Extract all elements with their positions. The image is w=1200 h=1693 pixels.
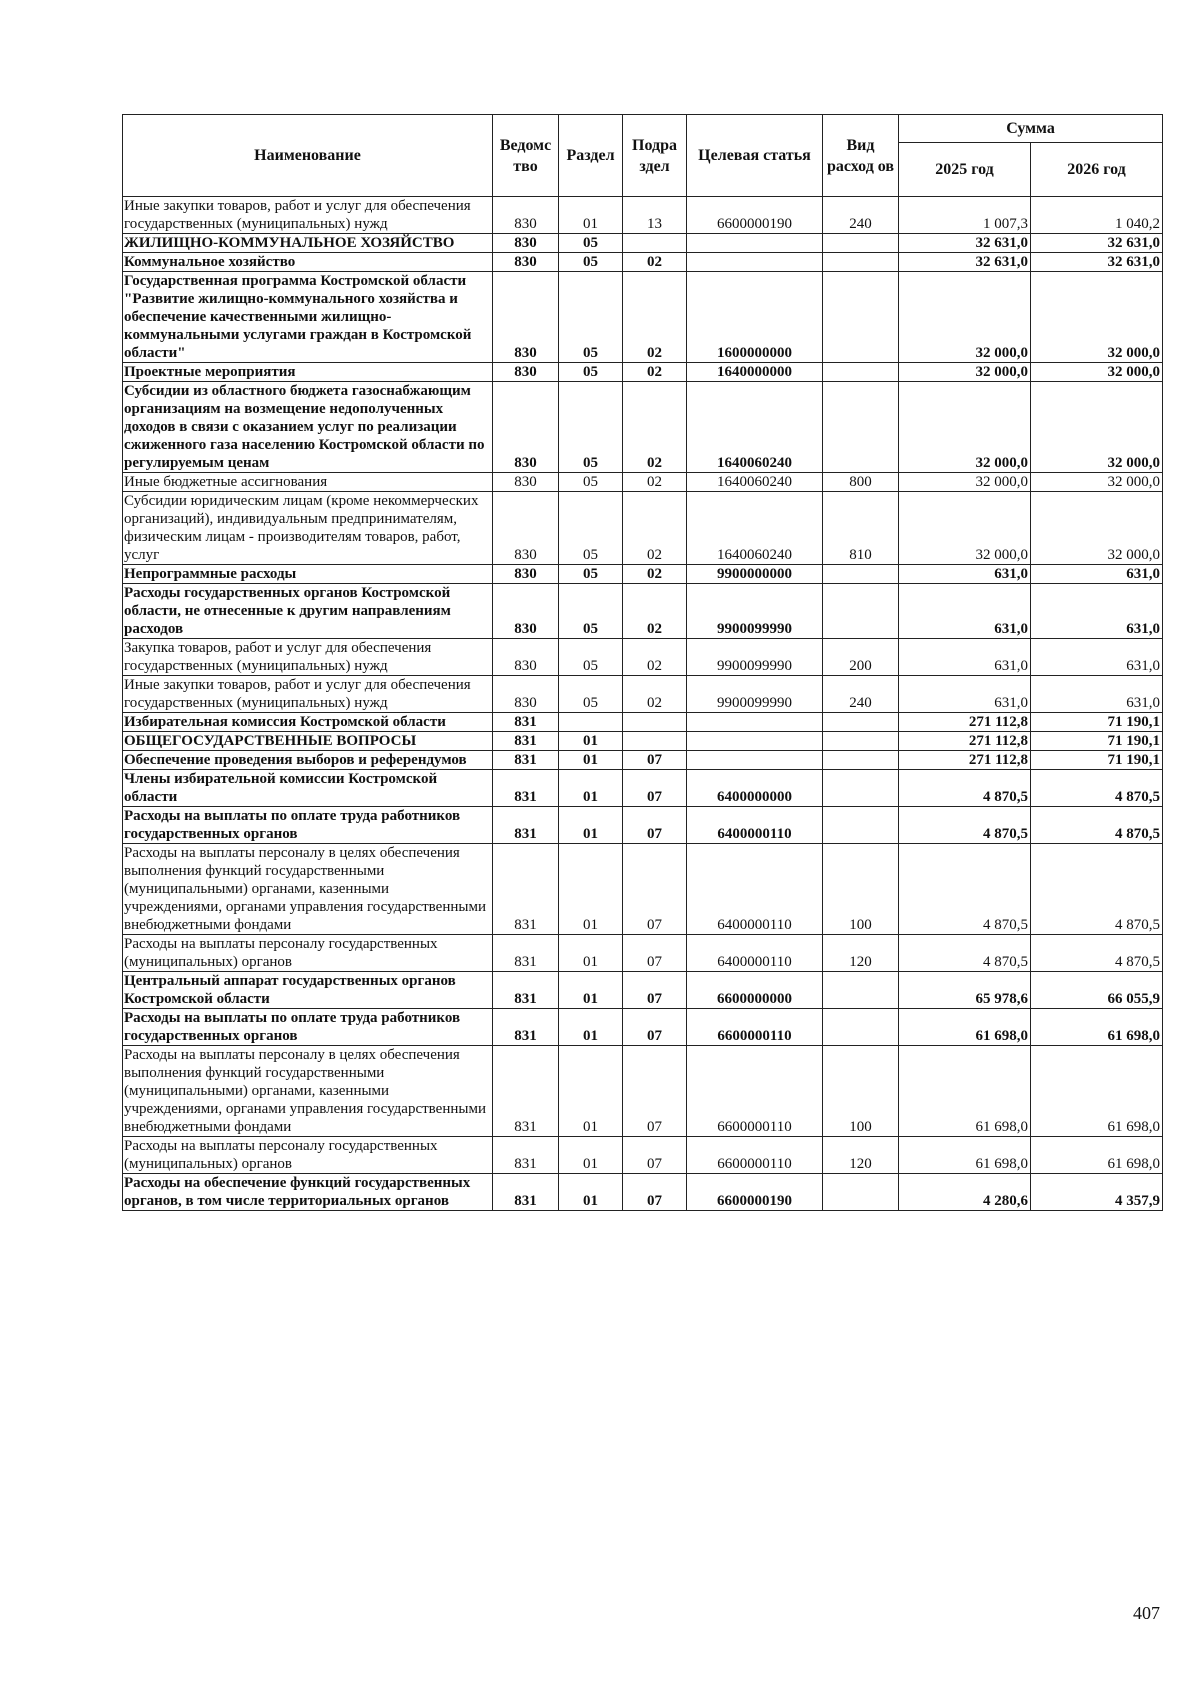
cell-target [687, 234, 823, 253]
cell-target: 6600000000 [687, 972, 823, 1009]
cell-vid [823, 565, 899, 584]
table-row [123, 1137, 1163, 1174]
table-row [123, 639, 1163, 676]
cell-razdel: 05 [559, 676, 623, 713]
cell-name: Проектные мероприятия [123, 363, 493, 382]
header-vid: Вид расход ов [823, 115, 899, 197]
header-razdel: Раздел [559, 115, 623, 197]
cell-razdel: 01 [559, 751, 623, 770]
cell-razdel: 05 [559, 492, 623, 565]
cell-2025: 4 280,6 [899, 1174, 1031, 1211]
cell-2026: 4 870,5 [1031, 844, 1163, 935]
table-row [123, 382, 1163, 473]
cell-vid [823, 732, 899, 751]
cell-vedomstvo: 830 [493, 363, 559, 382]
budget-table [122, 114, 1163, 1211]
cell-name: Расходы на выплаты персоналу в целях обеспечения выполнения функций государственными (муниципальными) органами, казенными учреждениями, органами управления государственными внебюджетными фондами [123, 1046, 493, 1137]
table-row [123, 272, 1163, 363]
cell-target: 1600000000 [687, 272, 823, 363]
table-row [123, 844, 1163, 935]
cell-razdel: 01 [559, 732, 623, 751]
cell-vedomstvo: 831 [493, 713, 559, 732]
table-row [123, 1009, 1163, 1046]
cell-name: Иные закупки товаров, работ и услуг для обеспечения государственных (муниципальных) нужд [123, 197, 493, 234]
table-body [123, 197, 1163, 1211]
cell-2026: 32 000,0 [1031, 492, 1163, 565]
cell-2026: 4 870,5 [1031, 935, 1163, 972]
cell-vid: 100 [823, 1046, 899, 1137]
cell-vedomstvo: 831 [493, 770, 559, 807]
cell-razdel: 01 [559, 844, 623, 935]
cell-vid: 810 [823, 492, 899, 565]
table-row [123, 676, 1163, 713]
cell-vid [823, 363, 899, 382]
cell-podrazdel: 02 [623, 584, 687, 639]
cell-2025: 631,0 [899, 676, 1031, 713]
cell-2026: 71 190,1 [1031, 732, 1163, 751]
cell-2025: 32 000,0 [899, 363, 1031, 382]
cell-name: Субсидии юридическим лицам (кроме некоммерческих организаций), индивидуальным предпринимателям, физическим лицам - производителям товаров, работ, услуг [123, 492, 493, 565]
header-name: Наименование [123, 115, 493, 197]
cell-vedomstvo: 830 [493, 234, 559, 253]
cell-2026: 71 190,1 [1031, 713, 1163, 732]
cell-vedomstvo: 831 [493, 1046, 559, 1137]
table-row [123, 770, 1163, 807]
cell-vid [823, 584, 899, 639]
cell-razdel: 05 [559, 253, 623, 272]
cell-vid: 800 [823, 473, 899, 492]
cell-vid [823, 1174, 899, 1211]
cell-target: 6600000110 [687, 1046, 823, 1137]
cell-2025: 32 000,0 [899, 473, 1031, 492]
cell-2026: 631,0 [1031, 565, 1163, 584]
cell-name: Государственная программа Костромской области "Развитие жилищно-коммунального хозяйства и обеспечение качественными жилищно-коммунальными услугами граждан в Костромской области" [123, 272, 493, 363]
table-row [123, 751, 1163, 770]
cell-2025: 631,0 [899, 639, 1031, 676]
cell-podrazdel: 02 [623, 473, 687, 492]
cell-podrazdel [623, 234, 687, 253]
cell-vedomstvo: 831 [493, 1137, 559, 1174]
cell-vid: 240 [823, 197, 899, 234]
table-row [123, 935, 1163, 972]
cell-target: 6600000110 [687, 1137, 823, 1174]
cell-vid [823, 234, 899, 253]
cell-2026: 66 055,9 [1031, 972, 1163, 1009]
cell-name: Расходы на выплаты персоналу в целях обеспечения выполнения функций государственными (муниципальными) органами, казенными учреждениями, органами управления государственными внебюджетными фондами [123, 844, 493, 935]
cell-podrazdel: 07 [623, 1009, 687, 1046]
cell-podrazdel: 07 [623, 972, 687, 1009]
cell-vedomstvo: 830 [493, 565, 559, 584]
cell-name: Закупка товаров, работ и услуг для обеспечения государственных (муниципальных) нужд [123, 639, 493, 676]
cell-razdel: 01 [559, 1046, 623, 1137]
page-number: 407 [1133, 1603, 1160, 1623]
table-row [123, 1046, 1163, 1137]
cell-razdel: 05 [559, 584, 623, 639]
cell-vid [823, 713, 899, 732]
cell-vedomstvo: 830 [493, 639, 559, 676]
header-2026: 2026 год [1031, 143, 1163, 197]
cell-razdel: 01 [559, 807, 623, 844]
cell-2026: 61 698,0 [1031, 1137, 1163, 1174]
cell-2025: 61 698,0 [899, 1137, 1031, 1174]
cell-name: Субсидии из областного бюджета газоснабжающим организациям на возмещение недополученных доходов в связи с оказанием услуг по реализации сжиженного газа населению Костромской области по регулируемым ценам [123, 382, 493, 473]
cell-2025: 65 978,6 [899, 972, 1031, 1009]
cell-podrazdel: 13 [623, 197, 687, 234]
table-row [123, 972, 1163, 1009]
cell-2025: 271 112,8 [899, 732, 1031, 751]
cell-vedomstvo: 831 [493, 935, 559, 972]
header-target: Целевая статья [687, 115, 823, 197]
cell-razdel: 01 [559, 972, 623, 1009]
table-header [123, 115, 1163, 197]
cell-podrazdel [623, 713, 687, 732]
cell-2026: 4 870,5 [1031, 807, 1163, 844]
table-row [123, 253, 1163, 272]
cell-vid: 240 [823, 676, 899, 713]
cell-podrazdel: 02 [623, 253, 687, 272]
table-row [123, 713, 1163, 732]
cell-name: Обеспечение проведения выборов и референдумов [123, 751, 493, 770]
cell-2025: 61 698,0 [899, 1009, 1031, 1046]
cell-podrazdel: 07 [623, 1174, 687, 1211]
cell-vedomstvo: 830 [493, 197, 559, 234]
cell-podrazdel: 07 [623, 770, 687, 807]
cell-podrazdel [623, 732, 687, 751]
cell-target [687, 751, 823, 770]
cell-2026: 1 040,2 [1031, 197, 1163, 234]
cell-2026: 4 357,9 [1031, 1174, 1163, 1211]
cell-target: 9900099990 [687, 584, 823, 639]
cell-target: 6400000110 [687, 935, 823, 972]
cell-name: Расходы на выплаты персоналу государственных (муниципальных) органов [123, 1137, 493, 1174]
cell-vid: 120 [823, 935, 899, 972]
cell-target: 6400000000 [687, 770, 823, 807]
cell-vedomstvo: 831 [493, 972, 559, 1009]
cell-name: ОБЩЕГОСУДАРСТВЕННЫЕ ВОПРОСЫ [123, 732, 493, 751]
cell-2026: 32 000,0 [1031, 363, 1163, 382]
cell-2025: 4 870,5 [899, 844, 1031, 935]
cell-razdel [559, 713, 623, 732]
cell-target [687, 253, 823, 272]
cell-2026: 61 698,0 [1031, 1046, 1163, 1137]
cell-vedomstvo: 831 [493, 1009, 559, 1046]
cell-target: 1640060240 [687, 492, 823, 565]
header-podrazdel: Подра здел [623, 115, 687, 197]
cell-podrazdel: 07 [623, 1046, 687, 1137]
table-row [123, 363, 1163, 382]
cell-razdel: 01 [559, 1009, 623, 1046]
cell-razdel: 05 [559, 639, 623, 676]
cell-vedomstvo: 831 [493, 1174, 559, 1211]
table-row [123, 197, 1163, 234]
cell-target: 6600000110 [687, 1009, 823, 1046]
header-2025: 2025 год [899, 143, 1031, 197]
cell-razdel: 05 [559, 363, 623, 382]
cell-podrazdel: 07 [623, 935, 687, 972]
cell-target: 1640060240 [687, 382, 823, 473]
cell-podrazdel: 02 [623, 492, 687, 565]
cell-name: Расходы на выплаты по оплате труда работников государственных органов [123, 807, 493, 844]
cell-podrazdel: 02 [623, 382, 687, 473]
cell-target [687, 713, 823, 732]
cell-vedomstvo: 830 [493, 584, 559, 639]
cell-razdel: 01 [559, 935, 623, 972]
cell-vedomstvo: 830 [493, 272, 559, 363]
cell-podrazdel: 02 [623, 639, 687, 676]
table-row [123, 473, 1163, 492]
cell-name: Избирательная комиссия Костромской области [123, 713, 493, 732]
cell-vedomstvo: 830 [493, 676, 559, 713]
cell-2026: 631,0 [1031, 639, 1163, 676]
cell-vid [823, 807, 899, 844]
cell-podrazdel: 02 [623, 272, 687, 363]
cell-target: 9900000000 [687, 565, 823, 584]
cell-2025: 61 698,0 [899, 1046, 1031, 1137]
cell-vedomstvo: 831 [493, 844, 559, 935]
cell-vid: 200 [823, 639, 899, 676]
cell-2026: 4 870,5 [1031, 770, 1163, 807]
cell-2025: 271 112,8 [899, 751, 1031, 770]
cell-2026: 61 698,0 [1031, 1009, 1163, 1046]
table-row [123, 732, 1163, 751]
table-row [123, 492, 1163, 565]
cell-vedomstvo: 830 [493, 492, 559, 565]
cell-2025: 631,0 [899, 565, 1031, 584]
cell-target: 6600000190 [687, 1174, 823, 1211]
header-vedomstvo: Ведомс тво [493, 115, 559, 197]
cell-target: 1640000000 [687, 363, 823, 382]
cell-name: Центральный аппарат государственных органов Костромской области [123, 972, 493, 1009]
cell-podrazdel: 07 [623, 751, 687, 770]
cell-vedomstvo: 830 [493, 253, 559, 272]
cell-name: Расходы государственных органов Костромской области, не отнесенные к другим направлениям расходов [123, 584, 493, 639]
cell-vid [823, 382, 899, 473]
cell-2026: 32 000,0 [1031, 473, 1163, 492]
header-sum: Сумма [899, 115, 1163, 143]
cell-razdel: 05 [559, 382, 623, 473]
cell-vid [823, 770, 899, 807]
cell-podrazdel: 02 [623, 363, 687, 382]
cell-2026: 32 631,0 [1031, 234, 1163, 253]
cell-2025: 271 112,8 [899, 713, 1031, 732]
cell-target: 1640060240 [687, 473, 823, 492]
cell-name: Иные бюджетные ассигнования [123, 473, 493, 492]
cell-2026: 32 000,0 [1031, 382, 1163, 473]
cell-2026: 32 631,0 [1031, 253, 1163, 272]
cell-2025: 1 007,3 [899, 197, 1031, 234]
cell-2025: 631,0 [899, 584, 1031, 639]
cell-vedomstvo: 831 [493, 807, 559, 844]
cell-2026: 631,0 [1031, 676, 1163, 713]
cell-name: Иные закупки товаров, работ и услуг для обеспечения государственных (муниципальных) нужд [123, 676, 493, 713]
cell-2025: 32 000,0 [899, 272, 1031, 363]
cell-razdel: 01 [559, 770, 623, 807]
cell-target: 9900099990 [687, 676, 823, 713]
table-row [123, 565, 1163, 584]
cell-razdel: 05 [559, 473, 623, 492]
cell-name: Расходы на выплаты по оплате труда работников государственных органов [123, 1009, 493, 1046]
cell-2025: 4 870,5 [899, 935, 1031, 972]
cell-podrazdel: 02 [623, 565, 687, 584]
cell-2025: 32 000,0 [899, 382, 1031, 473]
cell-name: Члены избирательной комиссии Костромской области [123, 770, 493, 807]
cell-vid: 120 [823, 1137, 899, 1174]
cell-podrazdel: 07 [623, 1137, 687, 1174]
cell-name: Коммунальное хозяйство [123, 253, 493, 272]
cell-razdel: 01 [559, 1174, 623, 1211]
cell-podrazdel: 02 [623, 676, 687, 713]
cell-razdel: 05 [559, 272, 623, 363]
cell-2026: 631,0 [1031, 584, 1163, 639]
cell-vid: 100 [823, 844, 899, 935]
cell-2025: 32 631,0 [899, 234, 1031, 253]
cell-target: 9900099990 [687, 639, 823, 676]
cell-name: Расходы на обеспечение функций государственных органов, в том числе территориальных органов [123, 1174, 493, 1211]
cell-vid [823, 253, 899, 272]
cell-name: Непрограммные расходы [123, 565, 493, 584]
table-row [123, 584, 1163, 639]
cell-podrazdel: 07 [623, 844, 687, 935]
cell-target: 6400000110 [687, 844, 823, 935]
cell-vid [823, 1009, 899, 1046]
cell-vedomstvo: 830 [493, 473, 559, 492]
cell-podrazdel: 07 [623, 807, 687, 844]
cell-target: 6400000110 [687, 807, 823, 844]
table-row [123, 1174, 1163, 1211]
cell-2026: 71 190,1 [1031, 751, 1163, 770]
cell-name: Расходы на выплаты персоналу государственных (муниципальных) органов [123, 935, 493, 972]
table-row [123, 807, 1163, 844]
cell-vedomstvo: 830 [493, 382, 559, 473]
cell-razdel: 05 [559, 565, 623, 584]
cell-vedomstvo: 831 [493, 751, 559, 770]
cell-2025: 32 000,0 [899, 492, 1031, 565]
cell-vid [823, 272, 899, 363]
cell-razdel: 01 [559, 197, 623, 234]
cell-razdel: 05 [559, 234, 623, 253]
table-row [123, 234, 1163, 253]
cell-vedomstvo: 831 [493, 732, 559, 751]
cell-2025: 4 870,5 [899, 807, 1031, 844]
cell-vid [823, 972, 899, 1009]
cell-name: ЖИЛИЩНО-КОММУНАЛЬНОЕ ХОЗЯЙСТВО [123, 234, 493, 253]
cell-2026: 32 000,0 [1031, 272, 1163, 363]
cell-razdel: 01 [559, 1137, 623, 1174]
cell-target: 6600000190 [687, 197, 823, 234]
cell-2025: 4 870,5 [899, 770, 1031, 807]
cell-2025: 32 631,0 [899, 253, 1031, 272]
cell-target [687, 732, 823, 751]
cell-vid [823, 751, 899, 770]
